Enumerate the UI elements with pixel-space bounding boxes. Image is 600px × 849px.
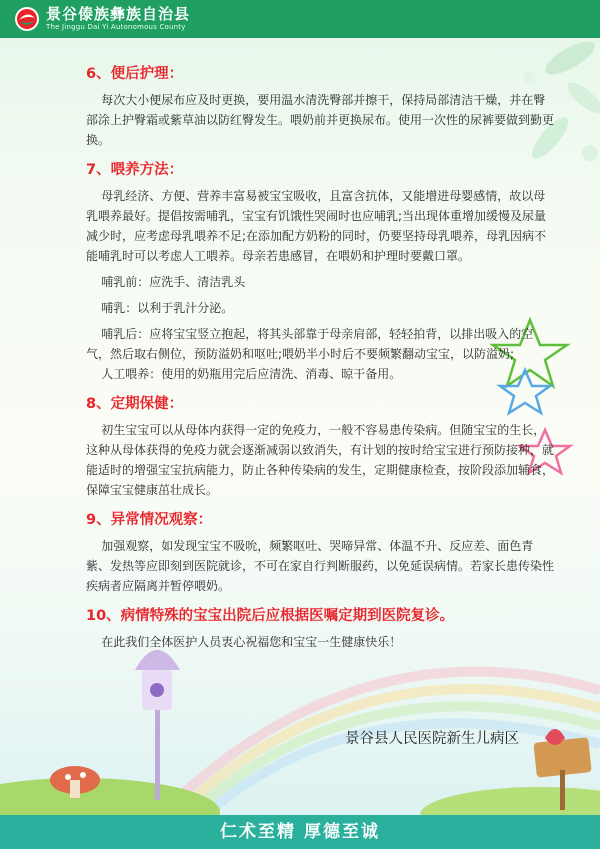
section-heading: 8、定期保健： — [86, 396, 184, 412]
section-6 — [86, 64, 556, 150]
paragraph: 人工喂养：使用的奶瓶用完后应清洗、消毒、晾干备用。 — [101, 367, 402, 381]
section-8 — [86, 394, 556, 500]
paragraph: 哺乳前：应洗手、清洁乳头 — [101, 275, 246, 289]
section-7 — [86, 160, 556, 384]
blessing-text: 在此我们全体医护人员衷心祝福您和宝宝一生健康快乐！ — [101, 635, 402, 649]
signature: 景谷县人民医院新生儿病区 — [345, 731, 519, 747]
rainbow-scene-icon — [0, 630, 600, 815]
paragraph: 每次大小便尿布应及时更换，要用温水清洗臀部并擦干，保持局部清洁干燥，并在臀部涂上护臀霜或紫草油以防红臀发生。喂奶前并更换尿布。使用一次性的尿裤要做到勤更换。 — [86, 93, 555, 147]
section-heading: 7、喂养方法： — [86, 162, 184, 178]
section-heading: 9、异常情况观察： — [86, 512, 213, 528]
article-body — [86, 64, 556, 652]
header-subtitle: The Jinggu Dai Yi Autonomous County — [46, 23, 186, 31]
county-logo-icon — [14, 6, 40, 32]
paragraph: 哺乳：以利于乳汁分泌。 — [101, 301, 234, 315]
header-bar — [0, 0, 600, 38]
section-heading: 6、便后护理： — [86, 66, 184, 82]
footer-slogan: 仁术至精 厚德至诚 — [0, 815, 600, 849]
paragraph: 加强观察，如发现宝宝不吸吮，频繁呕吐、哭啼异常、体温不升、反应差、面色青紫、发热等应即刻到医院就诊，不可在家自行判断服药，以免延误病情。若家长患传染性疾病者应隔离并暂停喂奶。 — [86, 539, 555, 593]
section-9 — [86, 510, 556, 596]
section-10 — [86, 606, 556, 652]
paragraph: 哺乳后：应将宝宝竖立抱起，将其头部靠于母亲肩部，轻轻拍背，以排出吸入的空气，然后取右侧位，预防溢奶和呕吐;喂奶半小时后不要频繁翻动宝宝，以防溢奶; — [86, 327, 534, 361]
header-title: 景谷傣族彝族自治县 — [46, 5, 191, 23]
section-heading: 10、病情特殊的宝宝出院后应根据医嘱定期到医院复诊。 — [86, 608, 455, 624]
paragraph: 初生宝宝可以从母体内获得一定的免疫力，一般不容易患传染病。但随宝宝的生长，这种从母体获得的免疫力就会逐渐减弱以致消失，有计划的按时给宝宝进行预防接种，就能适时的增强宝宝抗病能力，防止各种传染病的发生，定期健康检查，按阶段添加辅食，保障宝宝健康茁壮成长。 — [86, 423, 555, 497]
paragraph: 母乳经济、方便、营养丰富易被宝宝吸收，且富含抗体，又能增进母婴感情，故以母乳喂养最好。提倡按需哺乳，宝宝有饥饿性哭闹时也应哺乳;当出现体重增加缓慢及尿量减少时，应考虑母乳喂养不足;在添加配方奶粉的同时，仍要坚持母乳喂养，母乳因病不能哺乳时可以考虑人工喂养。母亲若患感冒，在喂奶和护理时要戴口罩。 — [86, 189, 547, 263]
